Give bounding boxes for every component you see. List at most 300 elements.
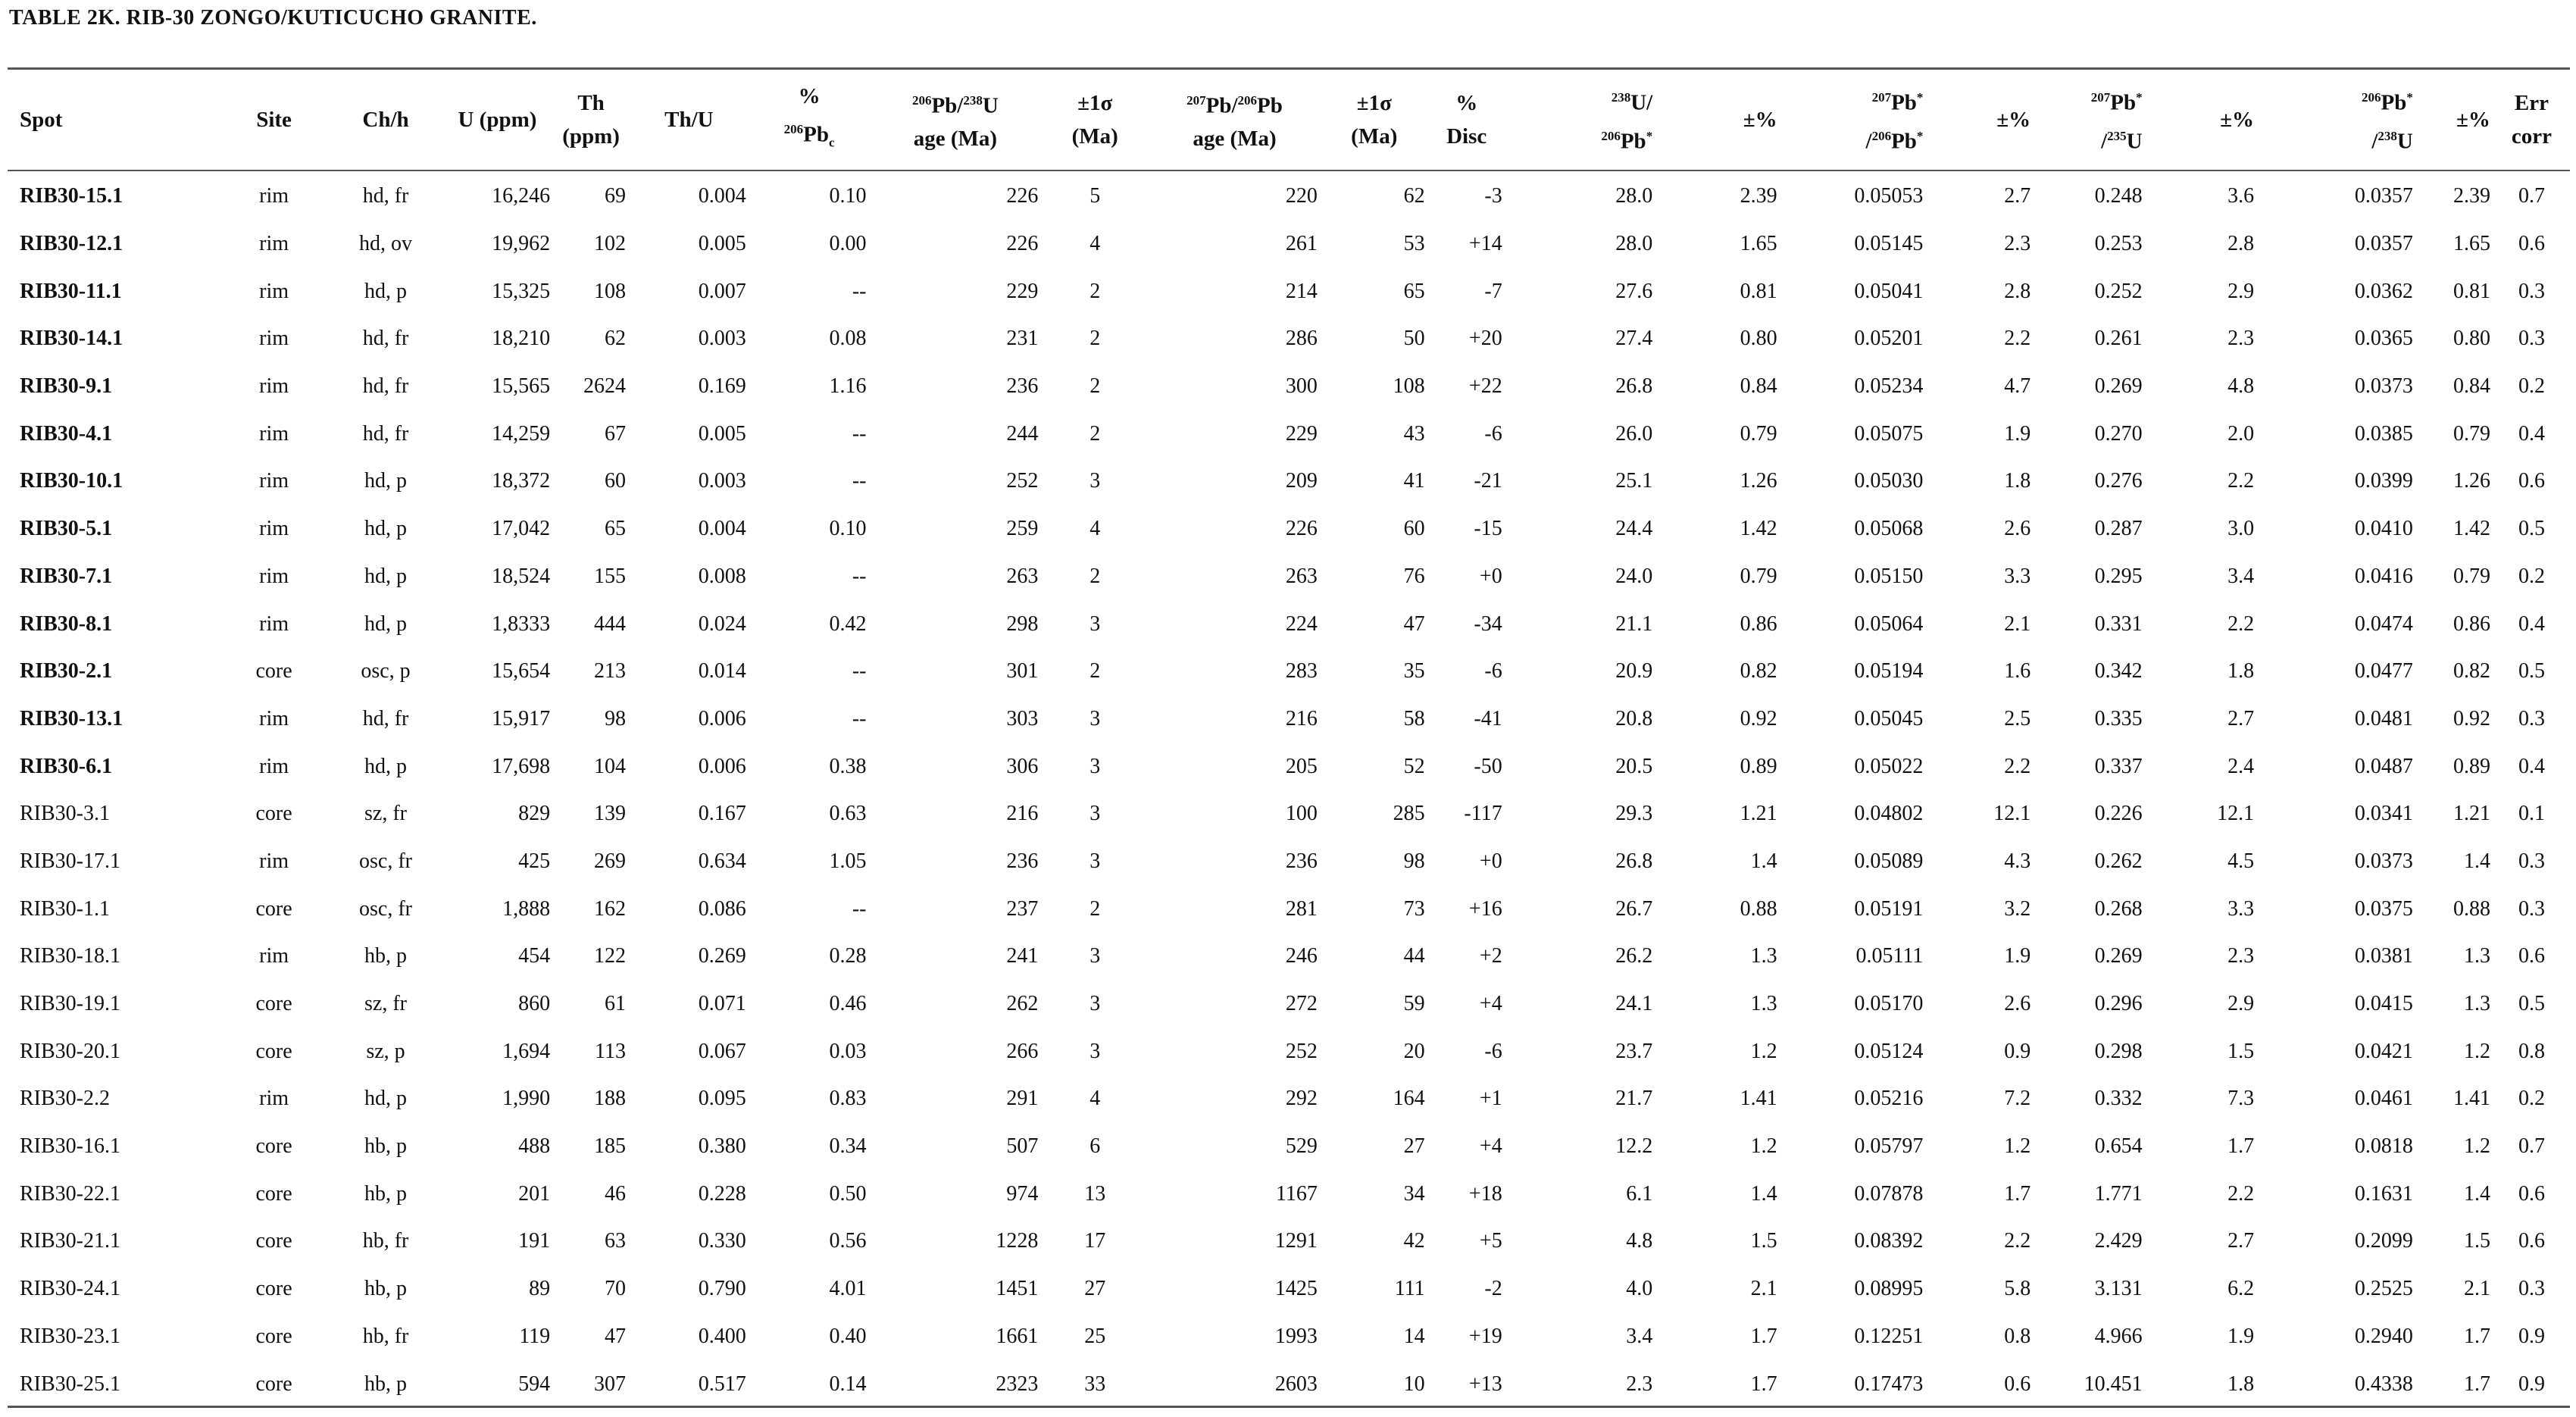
cell-th-ppm: 113 (595, 1039, 626, 1063)
col-pbc: % $^{206}Pb_c$ (783, 84, 835, 150)
cell-th-u: 0.269 (698, 944, 746, 968)
cell-pm-3: 3.6 (2227, 184, 2255, 208)
cell-u238-pb206: 3.4 (1626, 1324, 1653, 1348)
cell-pbc: 4.01 (829, 1277, 867, 1301)
cell-site: rim (259, 1087, 289, 1111)
cell-pm-1: 1.5 (1750, 1229, 1777, 1253)
cell-pb207-u235: 0.298 (2094, 1039, 2143, 1063)
cell-age-207-206: 272 (1285, 992, 1318, 1016)
cell-err-1: 33 (1084, 1372, 1106, 1396)
cell-age-206-238: 301 (1006, 659, 1039, 683)
cell-pbc: 1.16 (829, 374, 867, 399)
cell-u238-pb206: 21.1 (1615, 612, 1653, 636)
cell-pm-3: 1.7 (2227, 1134, 2255, 1159)
cell-th-ppm: 162 (593, 896, 626, 921)
cell-th-u: 0.008 (698, 564, 746, 588)
cell-pm-4: 1.2 (2463, 1134, 2490, 1159)
cell-u-ppm: 1,694 (502, 1039, 551, 1063)
cell-err-2: 164 (1393, 1087, 1425, 1111)
cell-pm-2: 2.7 (2004, 184, 2031, 208)
cell-err-corr: 0.6 (2518, 232, 2545, 256)
cell-pm-3: 2.8 (2227, 232, 2255, 256)
col-site: Site (256, 108, 292, 132)
cell-u238-pb206: 4.0 (1626, 1277, 1653, 1301)
cell-u238-pb206: 26.2 (1615, 944, 1653, 968)
cell-pm-1: 1.7 (1750, 1372, 1777, 1396)
cell-err-corr: 0.6 (2518, 1181, 2545, 1206)
cell-chh: hd, fr (362, 421, 409, 446)
cell-err-1: 2 (1089, 279, 1101, 303)
cell-spot: RIB30-9.1 (20, 374, 113, 399)
cell-site: rim (259, 706, 289, 730)
cell-pm-3: 7.3 (2227, 1087, 2255, 1111)
cell-err-corr: 0.4 (2518, 421, 2545, 446)
table-row (8, 1218, 2570, 1265)
cell-disc: +5 (1479, 1229, 1502, 1253)
table-row (8, 1075, 2570, 1123)
cell-th-u: 0.380 (698, 1134, 746, 1159)
cell-err-2: 42 (1403, 1229, 1425, 1253)
cell-u-ppm: 17,698 (492, 754, 551, 778)
cell-spot: RIB30-20.1 (20, 1039, 120, 1063)
cell-err-corr: 0.4 (2518, 612, 2545, 636)
cell-pm-1: 2.39 (1740, 184, 1777, 208)
table-row (8, 981, 2570, 1028)
cell-pm-2: 12.1 (1993, 802, 2031, 826)
col-pm-2: ±% (1996, 108, 2031, 132)
table-row (8, 790, 2570, 838)
cell-pm-3: 2.7 (2227, 706, 2255, 730)
cell-err-1: 2 (1089, 896, 1101, 921)
cell-err-1: 3 (1089, 706, 1101, 730)
cell-pb207-pb206: 0.05170 (1854, 992, 1924, 1016)
cell-spot: RIB30-22.1 (20, 1181, 120, 1206)
cell-pm-4: 0.82 (2453, 659, 2490, 683)
cell-pbc: -- (852, 706, 867, 730)
cell-err-2: 53 (1403, 232, 1425, 256)
cell-pm-4: 0.89 (2453, 754, 2490, 778)
cell-pm-1: 0.81 (1740, 279, 1777, 303)
cell-err-2: 50 (1403, 327, 1425, 351)
cell-pm-3: 3.3 (2227, 896, 2255, 921)
cell-pm-4: 0.92 (2453, 706, 2490, 730)
cell-pb206-u238: 0.0385 (2354, 421, 2413, 446)
cell-err-2: 41 (1403, 469, 1425, 493)
cell-pb207-pb206: 0.05194 (1854, 659, 1924, 683)
cell-pb207-pb206: 0.07878 (1854, 1181, 1924, 1206)
cell-err-1: 5 (1089, 184, 1101, 208)
cell-pb206-u238: 0.4338 (2354, 1372, 2413, 1396)
cell-pb207-u235: 0.276 (2094, 469, 2143, 493)
cell-pb206-u238: 0.0357 (2354, 232, 2413, 256)
cell-age-206-238: 226 (1006, 184, 1039, 208)
cell-chh: osc, fr (359, 849, 412, 873)
cell-pm-3: 2.4 (2227, 754, 2255, 778)
cell-err-1: 2 (1089, 659, 1101, 683)
cell-pb207-u235: 0.270 (2094, 421, 2143, 446)
cell-th-ppm: 47 (604, 1324, 626, 1348)
cell-th-ppm: 307 (593, 1372, 626, 1396)
cell-pb207-u235: 0.253 (2094, 232, 2143, 256)
cell-pb207-pb206: 0.17473 (1854, 1372, 1924, 1396)
cell-age-206-238: 226 (1006, 232, 1039, 256)
cell-pb206-u238: 0.0818 (2354, 1134, 2413, 1159)
cell-disc: +2 (1479, 944, 1502, 968)
cell-spot: RIB30-21.1 (20, 1229, 120, 1253)
cell-pb206-u238: 0.0421 (2354, 1039, 2413, 1063)
cell-th-ppm: 122 (593, 944, 626, 968)
cell-disc: +0 (1479, 849, 1502, 873)
cell-disc: +20 (1468, 327, 1502, 351)
cell-err-1: 4 (1089, 517, 1101, 541)
cell-u-ppm: 15,654 (492, 659, 551, 683)
cell-u-ppm: 1,990 (502, 1087, 551, 1111)
cell-site: rim (259, 184, 289, 208)
cell-pm-4: 1.4 (2463, 849, 2490, 873)
cell-pm-3: 2.3 (2227, 944, 2255, 968)
cell-pbc: -- (852, 564, 867, 588)
cell-age-206-238: 298 (1006, 612, 1039, 636)
cell-disc: -7 (1484, 279, 1502, 303)
cell-pm-4: 0.84 (2453, 374, 2490, 399)
cell-pbc: 0.10 (829, 517, 867, 541)
table-row (8, 885, 2570, 933)
cell-err-corr: 0.6 (2518, 469, 2545, 493)
cell-th-u: 0.228 (698, 1181, 746, 1206)
cell-pb207-u235: 0.332 (2094, 1087, 2143, 1111)
cell-err-2: 62 (1403, 184, 1425, 208)
cell-age-206-238: 231 (1006, 327, 1039, 351)
cell-pm-2: 2.3 (2004, 232, 2031, 256)
cell-chh: hd, p (364, 517, 408, 541)
cell-pbc: 0.08 (829, 327, 867, 351)
cell-age-206-238: 2323 (996, 1372, 1039, 1396)
cell-pb207-u235: 0.269 (2094, 944, 2143, 968)
cell-pm-4: 1.42 (2453, 517, 2490, 541)
cell-site: rim (259, 944, 289, 968)
cell-spot: RIB30-15.1 (20, 184, 123, 208)
cell-err-1: 3 (1089, 612, 1101, 636)
cell-pb206-u238: 0.0341 (2354, 802, 2413, 826)
cell-site: rim (259, 754, 289, 778)
table-row (8, 933, 2570, 981)
cell-err-1: 3 (1089, 1039, 1101, 1063)
col-pb206-u238: $^{206}$Pb* /$^{238}$U (2362, 90, 2413, 154)
cell-pm-2: 2.6 (2004, 992, 2031, 1016)
cell-err-1: 3 (1089, 754, 1101, 778)
cell-chh: hd, fr (362, 184, 409, 208)
cell-chh: sz, fr (364, 802, 407, 826)
cell-disc: -6 (1484, 1039, 1502, 1063)
cell-spot: RIB30-17.1 (20, 849, 120, 873)
cell-pm-4: 1.4 (2463, 1181, 2490, 1206)
cell-spot: RIB30-19.1 (20, 992, 120, 1016)
cell-spot: RIB30-6.1 (20, 754, 113, 778)
cell-disc: -117 (1464, 802, 1502, 826)
cell-site: rim (259, 469, 289, 493)
cell-age-207-206: 246 (1285, 944, 1318, 968)
cell-site: core (255, 802, 292, 826)
cell-disc: -3 (1484, 184, 1502, 208)
cell-chh: sz, fr (364, 992, 407, 1016)
cell-age-206-238: 244 (1006, 421, 1039, 446)
cell-pm-4: 1.5 (2463, 1229, 2490, 1253)
col-err-corr: Err corr (2511, 91, 2553, 149)
cell-pm-3: 6.2 (2227, 1277, 2255, 1301)
cell-pb206-u238: 0.2099 (2354, 1229, 2413, 1253)
cell-err-corr: 0.3 (2518, 279, 2545, 303)
table-row (8, 1360, 2570, 1408)
cell-pm-4: 1.26 (2453, 469, 2490, 493)
col-disc: % Disc (1446, 91, 1487, 149)
cell-err-corr: 0.2 (2518, 564, 2545, 588)
cell-chh: hd, p (364, 1087, 408, 1111)
cell-spot: RIB30-7.1 (20, 564, 113, 588)
cell-pm-2: 3.3 (2004, 564, 2031, 588)
cell-spot: RIB30-3.1 (20, 802, 110, 826)
cell-chh: hd, ov (359, 232, 413, 256)
cell-pb207-pb206: 0.05045 (1854, 706, 1924, 730)
cell-pm-2: 2.5 (2004, 706, 2031, 730)
cell-th-ppm: 62 (604, 327, 626, 351)
cell-spot: RIB30-10.1 (20, 469, 123, 493)
cell-u238-pb206: 6.1 (1626, 1181, 1653, 1206)
cell-u238-pb206: 20.9 (1615, 659, 1653, 683)
cell-pm-1: 0.80 (1740, 327, 1777, 351)
cell-th-ppm: 269 (593, 849, 626, 873)
col-pm-4: ±% (2456, 108, 2490, 132)
cell-pm-3: 1.8 (2227, 659, 2255, 683)
cell-site: core (255, 1372, 292, 1396)
cell-site: rim (259, 612, 289, 636)
cell-pm-1: 1.42 (1740, 517, 1777, 541)
cell-site: rim (259, 517, 289, 541)
cell-site: core (255, 896, 292, 921)
cell-disc: +14 (1468, 232, 1502, 256)
cell-pm-1: 0.82 (1740, 659, 1777, 683)
cell-pbc: -- (852, 469, 867, 493)
cell-spot: RIB30-1.1 (20, 896, 110, 921)
cell-u-ppm: 119 (519, 1324, 551, 1348)
cell-pb207-pb206: 0.05201 (1854, 327, 1924, 351)
cell-err-1: 3 (1089, 944, 1101, 968)
cell-site: rim (259, 327, 289, 351)
cell-pb207-pb206: 0.08995 (1854, 1277, 1924, 1301)
table-row (8, 1313, 2570, 1361)
cell-u238-pb206: 24.4 (1615, 517, 1653, 541)
cell-pbc: 0.38 (829, 754, 867, 778)
cell-th-u: 0.006 (698, 706, 746, 730)
cell-u-ppm: 860 (518, 992, 551, 1016)
cell-site: core (255, 1039, 292, 1063)
cell-th-u: 0.005 (698, 232, 746, 256)
cell-disc: -15 (1474, 517, 1502, 541)
cell-age-207-206: 2603 (1274, 1372, 1318, 1396)
col-age-207-206: $^{207}$Pb/$^{206}$Pb age (Ma) (1186, 92, 1283, 152)
cell-th-u: 0.169 (698, 374, 746, 399)
cell-pb206-u238: 0.0474 (2354, 612, 2413, 636)
cell-chh: hd, p (364, 564, 408, 588)
cell-u238-pb206: 2.3 (1626, 1372, 1653, 1396)
cell-pb207-pb206: 0.05111 (1855, 944, 1924, 968)
cell-err-2: 76 (1403, 564, 1425, 588)
data-table (8, 70, 2570, 1408)
cell-site: rim (259, 421, 289, 446)
cell-pm-3: 2.2 (2227, 612, 2255, 636)
cell-err-2: 111 (1394, 1277, 1425, 1301)
cell-pbc: -- (852, 279, 867, 303)
cell-pbc: 0.34 (829, 1134, 867, 1159)
cell-pm-1: 1.21 (1740, 802, 1777, 826)
cell-pm-2: 2.8 (2004, 279, 2031, 303)
cell-u-ppm: 18,524 (492, 564, 551, 588)
cell-u238-pb206: 23.7 (1615, 1039, 1653, 1063)
table-row (8, 410, 2570, 458)
cell-pb207-pb206: 0.05075 (1854, 421, 1924, 446)
cell-age-207-206: 261 (1285, 232, 1318, 256)
cell-u238-pb206: 24.0 (1615, 564, 1653, 588)
cell-u-ppm: 18,372 (492, 469, 551, 493)
cell-pb206-u238: 0.2940 (2354, 1324, 2413, 1348)
cell-age-207-206: 214 (1285, 279, 1318, 303)
cell-err-corr: 0.5 (2518, 992, 2545, 1016)
cell-disc: -21 (1474, 469, 1502, 493)
cell-u-ppm: 1,888 (502, 896, 551, 921)
cell-u238-pb206: 28.0 (1615, 232, 1653, 256)
cell-err-corr: 0.3 (2518, 327, 2545, 351)
cell-pm-1: 0.84 (1740, 374, 1777, 399)
cell-chh: hb, fr (362, 1324, 409, 1348)
cell-pm-2: 1.9 (2004, 944, 2031, 968)
cell-err-1: 13 (1084, 1181, 1106, 1206)
cell-u238-pb206: 27.6 (1615, 279, 1653, 303)
cell-chh: hb, p (364, 1134, 408, 1159)
cell-u-ppm: 15,325 (492, 279, 551, 303)
cell-disc: +19 (1468, 1324, 1502, 1348)
table-row (8, 743, 2570, 790)
cell-th-ppm: 69 (604, 184, 626, 208)
cell-th-ppm: 46 (604, 1181, 626, 1206)
cell-site: core (255, 992, 292, 1016)
cell-err-2: 10 (1403, 1372, 1425, 1396)
cell-spot: RIB30-2.1 (20, 659, 113, 683)
cell-pb207-u235: 0.296 (2094, 992, 2143, 1016)
cell-pb206-u238: 0.0461 (2354, 1087, 2413, 1111)
cell-err-1: 25 (1084, 1324, 1106, 1348)
cell-disc: +4 (1479, 1134, 1502, 1159)
cell-th-u: 0.024 (698, 612, 746, 636)
cell-pb207-pb206: 0.05064 (1854, 612, 1924, 636)
cell-th-ppm: 185 (593, 1134, 626, 1159)
cell-pbc: 0.10 (829, 184, 867, 208)
cell-err-corr: 0.3 (2518, 1277, 2545, 1301)
cell-th-ppm: 108 (593, 279, 626, 303)
cell-err-corr: 0.3 (2518, 706, 2545, 730)
table-row (8, 1170, 2570, 1218)
cell-pb206-u238: 0.0410 (2354, 517, 2413, 541)
cell-err-1: 3 (1089, 802, 1101, 826)
cell-u-ppm: 191 (518, 1229, 551, 1253)
cell-spot: RIB30-13.1 (20, 706, 123, 730)
cell-err-2: 34 (1403, 1181, 1425, 1206)
cell-pm-2: 0.6 (2004, 1372, 2031, 1396)
cell-site: core (255, 1277, 292, 1301)
cell-age-207-206: 205 (1285, 754, 1318, 778)
cell-err-corr: 0.6 (2518, 1229, 2545, 1253)
cell-u-ppm: 454 (518, 944, 551, 968)
cell-err-corr: 0.2 (2518, 1087, 2545, 1111)
cell-age-207-206: 1425 (1274, 1277, 1318, 1301)
cell-site: rim (259, 849, 289, 873)
cell-pm-1: 0.92 (1740, 706, 1777, 730)
cell-pm-3: 2.3 (2227, 327, 2255, 351)
cell-pm-1: 1.26 (1740, 469, 1777, 493)
cell-pb206-u238: 0.0381 (2354, 944, 2413, 968)
cell-age-207-206: 226 (1285, 517, 1318, 541)
cell-err-1: 27 (1084, 1277, 1106, 1301)
cell-pm-3: 1.8 (2227, 1372, 2255, 1396)
cell-pm-1: 1.4 (1750, 849, 1777, 873)
cell-pm-4: 1.7 (2463, 1324, 2490, 1348)
cell-age-207-206: 263 (1285, 564, 1318, 588)
cell-th-u: 0.167 (698, 802, 746, 826)
cell-th-u: 0.003 (698, 469, 746, 493)
cell-disc: +4 (1479, 992, 1502, 1016)
cell-err-corr: 0.6 (2518, 944, 2545, 968)
cell-pb207-u235: 0.226 (2094, 802, 2143, 826)
cell-th-ppm: 60 (604, 469, 626, 493)
table-row (8, 838, 2570, 886)
cell-disc: +16 (1468, 896, 1502, 921)
cell-err-1: 3 (1089, 849, 1101, 873)
cell-err-2: 58 (1403, 706, 1425, 730)
cell-err-corr: 0.5 (2518, 517, 2545, 541)
table-row (8, 1028, 2570, 1075)
cell-pb207-pb206: 0.05797 (1854, 1134, 1924, 1159)
cell-pm-1: 1.65 (1740, 232, 1777, 256)
cell-age-206-238: 236 (1006, 374, 1039, 399)
cell-pbc: 0.42 (829, 612, 867, 636)
cell-th-ppm: 98 (604, 706, 626, 730)
cell-site: core (255, 1134, 292, 1159)
cell-pb207-u235: 0.331 (2094, 612, 2143, 636)
cell-th-u: 0.095 (698, 1087, 746, 1111)
cell-err-1: 6 (1089, 1134, 1101, 1159)
cell-pb206-u238: 0.0357 (2354, 184, 2413, 208)
cell-u-ppm: 16,246 (492, 184, 551, 208)
cell-age-207-206: 216 (1285, 706, 1318, 730)
cell-err-corr: 0.2 (2518, 374, 2545, 399)
cell-age-206-238: 236 (1006, 849, 1039, 873)
cell-disc: +13 (1468, 1372, 1502, 1396)
cell-age-207-206: 1167 (1275, 1181, 1318, 1206)
cell-pm-1: 1.3 (1750, 944, 1777, 968)
cell-err-2: 60 (1403, 517, 1425, 541)
cell-pm-4: 0.86 (2453, 612, 2490, 636)
cell-pm-3: 2.9 (2227, 279, 2255, 303)
cell-age-206-238: 229 (1006, 279, 1039, 303)
cell-age-207-206: 229 (1285, 421, 1318, 446)
cell-age-206-238: 237 (1006, 896, 1039, 921)
cell-pb207-u235: 10.451 (2084, 1372, 2143, 1396)
cell-pbc: -- (852, 896, 867, 921)
col-err-2: ±1σ (Ma) (1351, 91, 1398, 149)
cell-pm-4: 2.1 (2463, 1277, 2490, 1301)
cell-th-u: 0.086 (698, 896, 746, 921)
cell-th-ppm: 213 (593, 659, 626, 683)
cell-pm-3: 2.2 (2227, 1181, 2255, 1206)
cell-u-ppm: 17,042 (492, 517, 551, 541)
